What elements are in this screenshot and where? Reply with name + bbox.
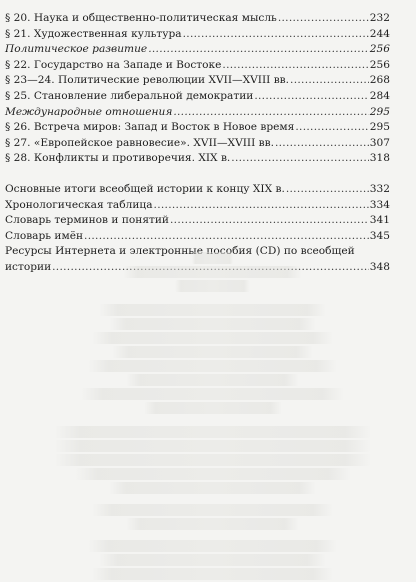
spacer — [5, 167, 390, 182]
toc-section-political[interactable]: Политическое развитие ..... 256 — [5, 42, 390, 58]
toc-appendix-glossary[interactable]: Словарь терминов и понятий ..... 341 — [5, 213, 390, 229]
leader-dots — [154, 198, 369, 214]
leader-dots — [231, 151, 368, 167]
leader-dots — [295, 120, 368, 136]
toc-appendix-chronology[interactable]: Хронологическая таблица ..... 334 — [5, 198, 390, 214]
toc-entry-25[interactable]: § 25. Становление либеральной демократии ..... 284 — [5, 89, 390, 105]
toc-entry-23-24[interactable]: § 23—24. Политические революции XVII—XVIII вв. ..... 268 — [5, 73, 390, 89]
leader-dots — [286, 182, 369, 198]
leader-dots — [148, 42, 369, 58]
toc-appendix-names[interactable]: Словарь имён ..... 345 — [5, 229, 390, 245]
leader-dots — [173, 105, 368, 121]
bleed-through-imprint — [40, 250, 385, 582]
toc-entry-21[interactable]: § 21. Художественная культура ..... 244 — [5, 27, 390, 43]
leader-dots — [84, 229, 369, 245]
toc-entry-27[interactable]: § 27. «Европейское равновесие». XVII—XVIII вв. ..... 307 — [5, 136, 390, 152]
leader-dots — [275, 136, 369, 152]
toc-entry-28[interactable]: § 28. Конфликты и противоречия. XIX в. ..... 318 — [5, 151, 390, 167]
toc-entry-26[interactable]: § 26. Встреча миров: Запад и Восток в Новое время ..... 295 — [5, 120, 390, 136]
leader-dots — [254, 89, 368, 105]
toc-appendix-summary[interactable]: Основные итоги всеобщей истории к концу XIX в. ..... 332 — [5, 182, 390, 198]
toc-entry-20[interactable]: § 20. Наука и общественно-политическая мысль ..... 232 — [5, 11, 390, 27]
table-of-contents — [5, 11, 390, 276]
toc-entry-22[interactable]: § 22. Государство на Западе и Востоке ..... 256 — [5, 58, 390, 74]
leader-dots — [290, 73, 369, 89]
leader-dots — [170, 213, 369, 229]
resources-line-1: Ресурсы Интернета и электронные пособия (CD) по всеобщей — [5, 245, 355, 258]
toc-section-international[interactable]: Международные отношения ..... 295 — [5, 105, 390, 121]
leader-dots — [222, 58, 368, 74]
leader-dots — [278, 11, 369, 27]
resources-line-2: истории ..... 348 — [5, 260, 390, 276]
leader-dots — [183, 27, 369, 43]
